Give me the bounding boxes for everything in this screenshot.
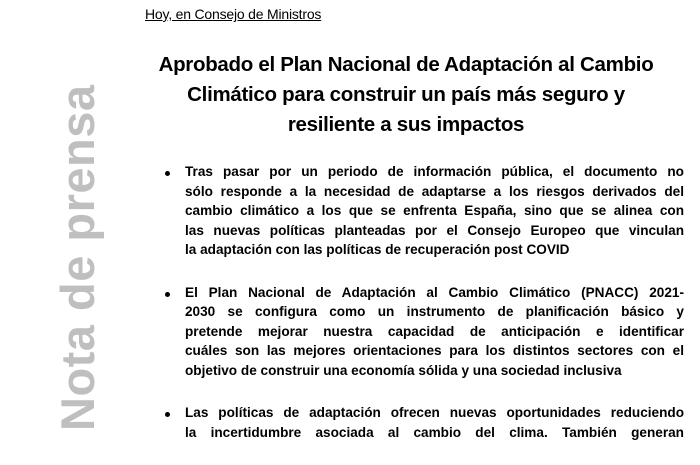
bullet-line: 2030 se configura como un instrumento de planificación básico y bbox=[185, 304, 684, 319]
bullet-line: Tras pasar por un periodo de información pública, el documento no bbox=[185, 164, 684, 179]
bullet-item bbox=[160, 283, 684, 381]
bullet-line: las nuevas políticas planteadas por el Consejo Europeo que vinculan bbox=[185, 222, 684, 238]
bullet-line: cambio climático a los que se enfrenta España, sino que se alinea con bbox=[185, 203, 684, 218]
bullet-line: Las políticas de adaptación ofrecen nuevas oportunidades reduciendo bbox=[185, 405, 684, 420]
bullet-dot-icon bbox=[165, 412, 170, 417]
headline bbox=[128, 50, 684, 140]
headline-line: Climático para construir un país más seguro y bbox=[187, 83, 625, 106]
bullet-line: sólo responde a la necesidad de adaptarse a los riesgos derivados del bbox=[185, 183, 684, 199]
bullet-dot-icon bbox=[165, 171, 170, 176]
bullet-item bbox=[160, 162, 684, 260]
bullet-line: objetivo de construir una economía sólida y una sociedad inclusiva bbox=[185, 362, 622, 378]
bullet-line: cuáles son las mejores orientaciones para los distintos sectores con el bbox=[185, 343, 684, 358]
headline-line: resiliente a sus impactos bbox=[287, 113, 525, 136]
bullet-line: la incertidumbre asociada al cambio del clima. También generan bbox=[185, 424, 684, 440]
dateline: Hoy, en Consejo de Ministros bbox=[145, 6, 322, 22]
summary-bullets bbox=[160, 162, 684, 465]
bullet-line: la adaptación con las políticas de recuperación post COVID bbox=[185, 242, 570, 257]
bullet-item bbox=[160, 403, 684, 442]
side-label-nota-de-prensa: Nota de prensa bbox=[51, 84, 104, 431]
bullet-line: pretende mejorar nuestra capacidad de anticipación e identificar bbox=[185, 323, 684, 339]
bullet-dot-icon bbox=[165, 292, 170, 297]
headline-line: Aprobado el Plan Nacional de Adaptación al Cambio bbox=[158, 53, 654, 76]
bullet-line: El Plan Nacional de Adaptación al Cambio Climático (PNACC) 2021- bbox=[185, 284, 684, 300]
